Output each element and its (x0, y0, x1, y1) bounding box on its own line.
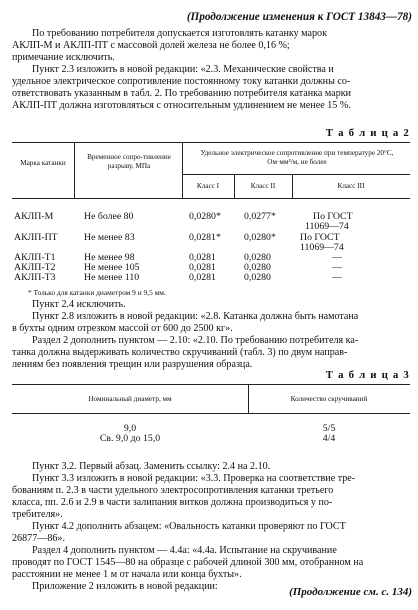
text-line: Пункт 2.3 изложить в новой редакции: «2.3. Механические свойства и (32, 64, 334, 75)
text-line: ответствовать указанным в табл. 2. По требованию потребителя катанка марки (12, 88, 352, 99)
cell-mark: АКЛП-Т3 (14, 272, 56, 283)
text-line: лениям без появления трещин или разрушения образца. (12, 359, 253, 370)
cell-class1: 0,0281* (189, 232, 221, 243)
cell-class1: 0,0281 (189, 252, 216, 263)
table2-caption: Т а б л и ц а 2 (325, 127, 410, 139)
cell-class1: 0,0281 (189, 262, 216, 273)
table2-col-divider (234, 174, 235, 198)
table2-header-class3: Класс III (337, 182, 365, 190)
cell-class2: 0,0277* (244, 211, 276, 222)
table2-col-divider (292, 174, 293, 198)
text-line: примечание исключить. (12, 52, 115, 63)
table3-header-diameter: Номинальный диаметр, мм (88, 395, 172, 403)
cell-class3: — (332, 262, 342, 273)
table2-divider (182, 174, 410, 175)
cell-class1: 0,0280* (189, 211, 221, 222)
cell-mark: АКЛП-Т2 (14, 262, 56, 273)
text-block-middle (12, 299, 410, 371)
table3-col-divider (248, 384, 249, 413)
cell-class2: 0,0280 (244, 252, 271, 263)
table2-header-class1: Класс I (196, 182, 220, 190)
cell-class3: — (332, 252, 342, 263)
table3-caption: Т а б л и ц а 3 (325, 369, 410, 381)
text-line: Раздел 4 дополнить пунктом — 4.4а: «4.4а. Испытание на скручивание (32, 545, 337, 556)
text-line: 26877—86». (12, 533, 65, 544)
text-line: По требованию потребителя допускается изготовлять катанку марок (32, 28, 327, 39)
table2-col-divider (182, 142, 183, 198)
text-line: Пункт 2.4 исключить. (32, 299, 126, 310)
cell-twists: 5/5 (322, 423, 336, 434)
cell-diameter: Св. 9,0 до 15,0 (99, 433, 161, 444)
text-line: удельное электрическое сопротивление постоянному току катанки должны со- (12, 76, 351, 87)
cell-strength: Не менее 105 (84, 262, 140, 273)
text-block-top (12, 28, 410, 112)
cell-class3: 11069—74 (300, 242, 344, 253)
cell-class1: 0,0281 (189, 272, 216, 283)
cell-class2: 0,0280 (244, 272, 271, 283)
table3-border-top (12, 384, 410, 385)
page-header: (Продолжение изменения к ГОСТ 13843—78) (186, 11, 412, 23)
cell-mark: АКЛП-Т1 (14, 252, 56, 263)
table2-footnote: * Только для катанки диаметром 9 и 9,5 мм. (28, 288, 166, 297)
cell-strength: Не менее 110 (84, 272, 140, 283)
table2-col-divider (74, 142, 75, 198)
cell-strength: Не менее 83 (84, 232, 135, 243)
table2-header-strength: Временное сопро-тивление разрыву, МПа (87, 153, 171, 170)
text-block-bottom (12, 461, 410, 593)
text-line: АКЛП-ПТ должна изготовляться с относительным удлинением не менее 15 %. (12, 100, 351, 111)
cell-mark: АКЛП-ПТ (14, 232, 58, 243)
text-line: требителя». (12, 509, 63, 520)
cell-twists: 4/4 (322, 433, 336, 444)
cell-class3: По ГОСТ (300, 232, 340, 243)
cell-class3: По ГОСТ (313, 211, 353, 222)
table3-header-bottom (12, 413, 410, 414)
cell-strength: Не более 80 (84, 211, 134, 222)
cell-class2: 0,0280* (244, 232, 276, 243)
table3-header-twists: Количество скручиваний (290, 395, 368, 403)
text-line: Пункт 2.8 изложить в новой редакции: «2.8. Катанка должна быть намотана (32, 311, 359, 322)
text-line: Раздел 2 дополнить пунктом — 2.10: «2.10. По требованию потребителя ка- (32, 335, 359, 346)
text-line: АКЛП-М и АКЛП-ПТ с массовой долей железа не более 0,16 %; (12, 40, 290, 51)
text-line: Пункт 3.2. Первый абзац. Заменить ссылку: 2.4 на 2.10. (32, 461, 271, 472)
cell-strength: Не менее 98 (84, 252, 135, 263)
table2-header-class2: Класс II (250, 182, 276, 190)
cell-mark: АКЛП-М (14, 211, 54, 222)
table2-header-mark: Марка катанки (20, 159, 66, 167)
text-line: проводят по ГОСТ 1545—80 на образце с рабочей длиной 300 мм, отобранном на (12, 557, 364, 568)
text-line: Пункт 4.2 дополнить абзацем: «Овальность катанки проверяют по ГОСТ (32, 521, 346, 532)
cell-class3: — (332, 272, 342, 283)
table2-header-bottom (12, 198, 410, 199)
cell-diameter: 9,0 (123, 423, 137, 434)
text-line: Приложение 2 изложить в новой редакции: (32, 581, 218, 592)
text-line: Пункт 3.3 изложить в новой редакции: «3.3. Проверка на соответствие тре- (32, 473, 356, 484)
table2-border-top (12, 142, 410, 143)
table2-header-resistance: Удельное электрическое сопротивление при температуре 20°С, Ом·мм²/м, не более (200, 149, 394, 166)
cell-class3: 11069—74 (305, 221, 349, 232)
text-line: класса, пп. 2.6 и 2.9 в части залипания витков должна производиться у по- (12, 497, 333, 508)
text-line: танка должна выдерживать количество скручиваний (табл. 3) по двум направ- (12, 347, 348, 358)
text-line: расстоянии не менее 1 м от начала или конца бухты». (12, 569, 242, 580)
text-line: бованиям п. 2.3 в части удельного электросопротивления катанки третьего (12, 485, 334, 496)
text-line: в бухты одним отрезком массой от 600 до 2500 кг». (12, 323, 233, 334)
cell-class2: 0,0280 (244, 262, 271, 273)
page-footer: (Продолжение см. с. 134) (289, 586, 412, 598)
